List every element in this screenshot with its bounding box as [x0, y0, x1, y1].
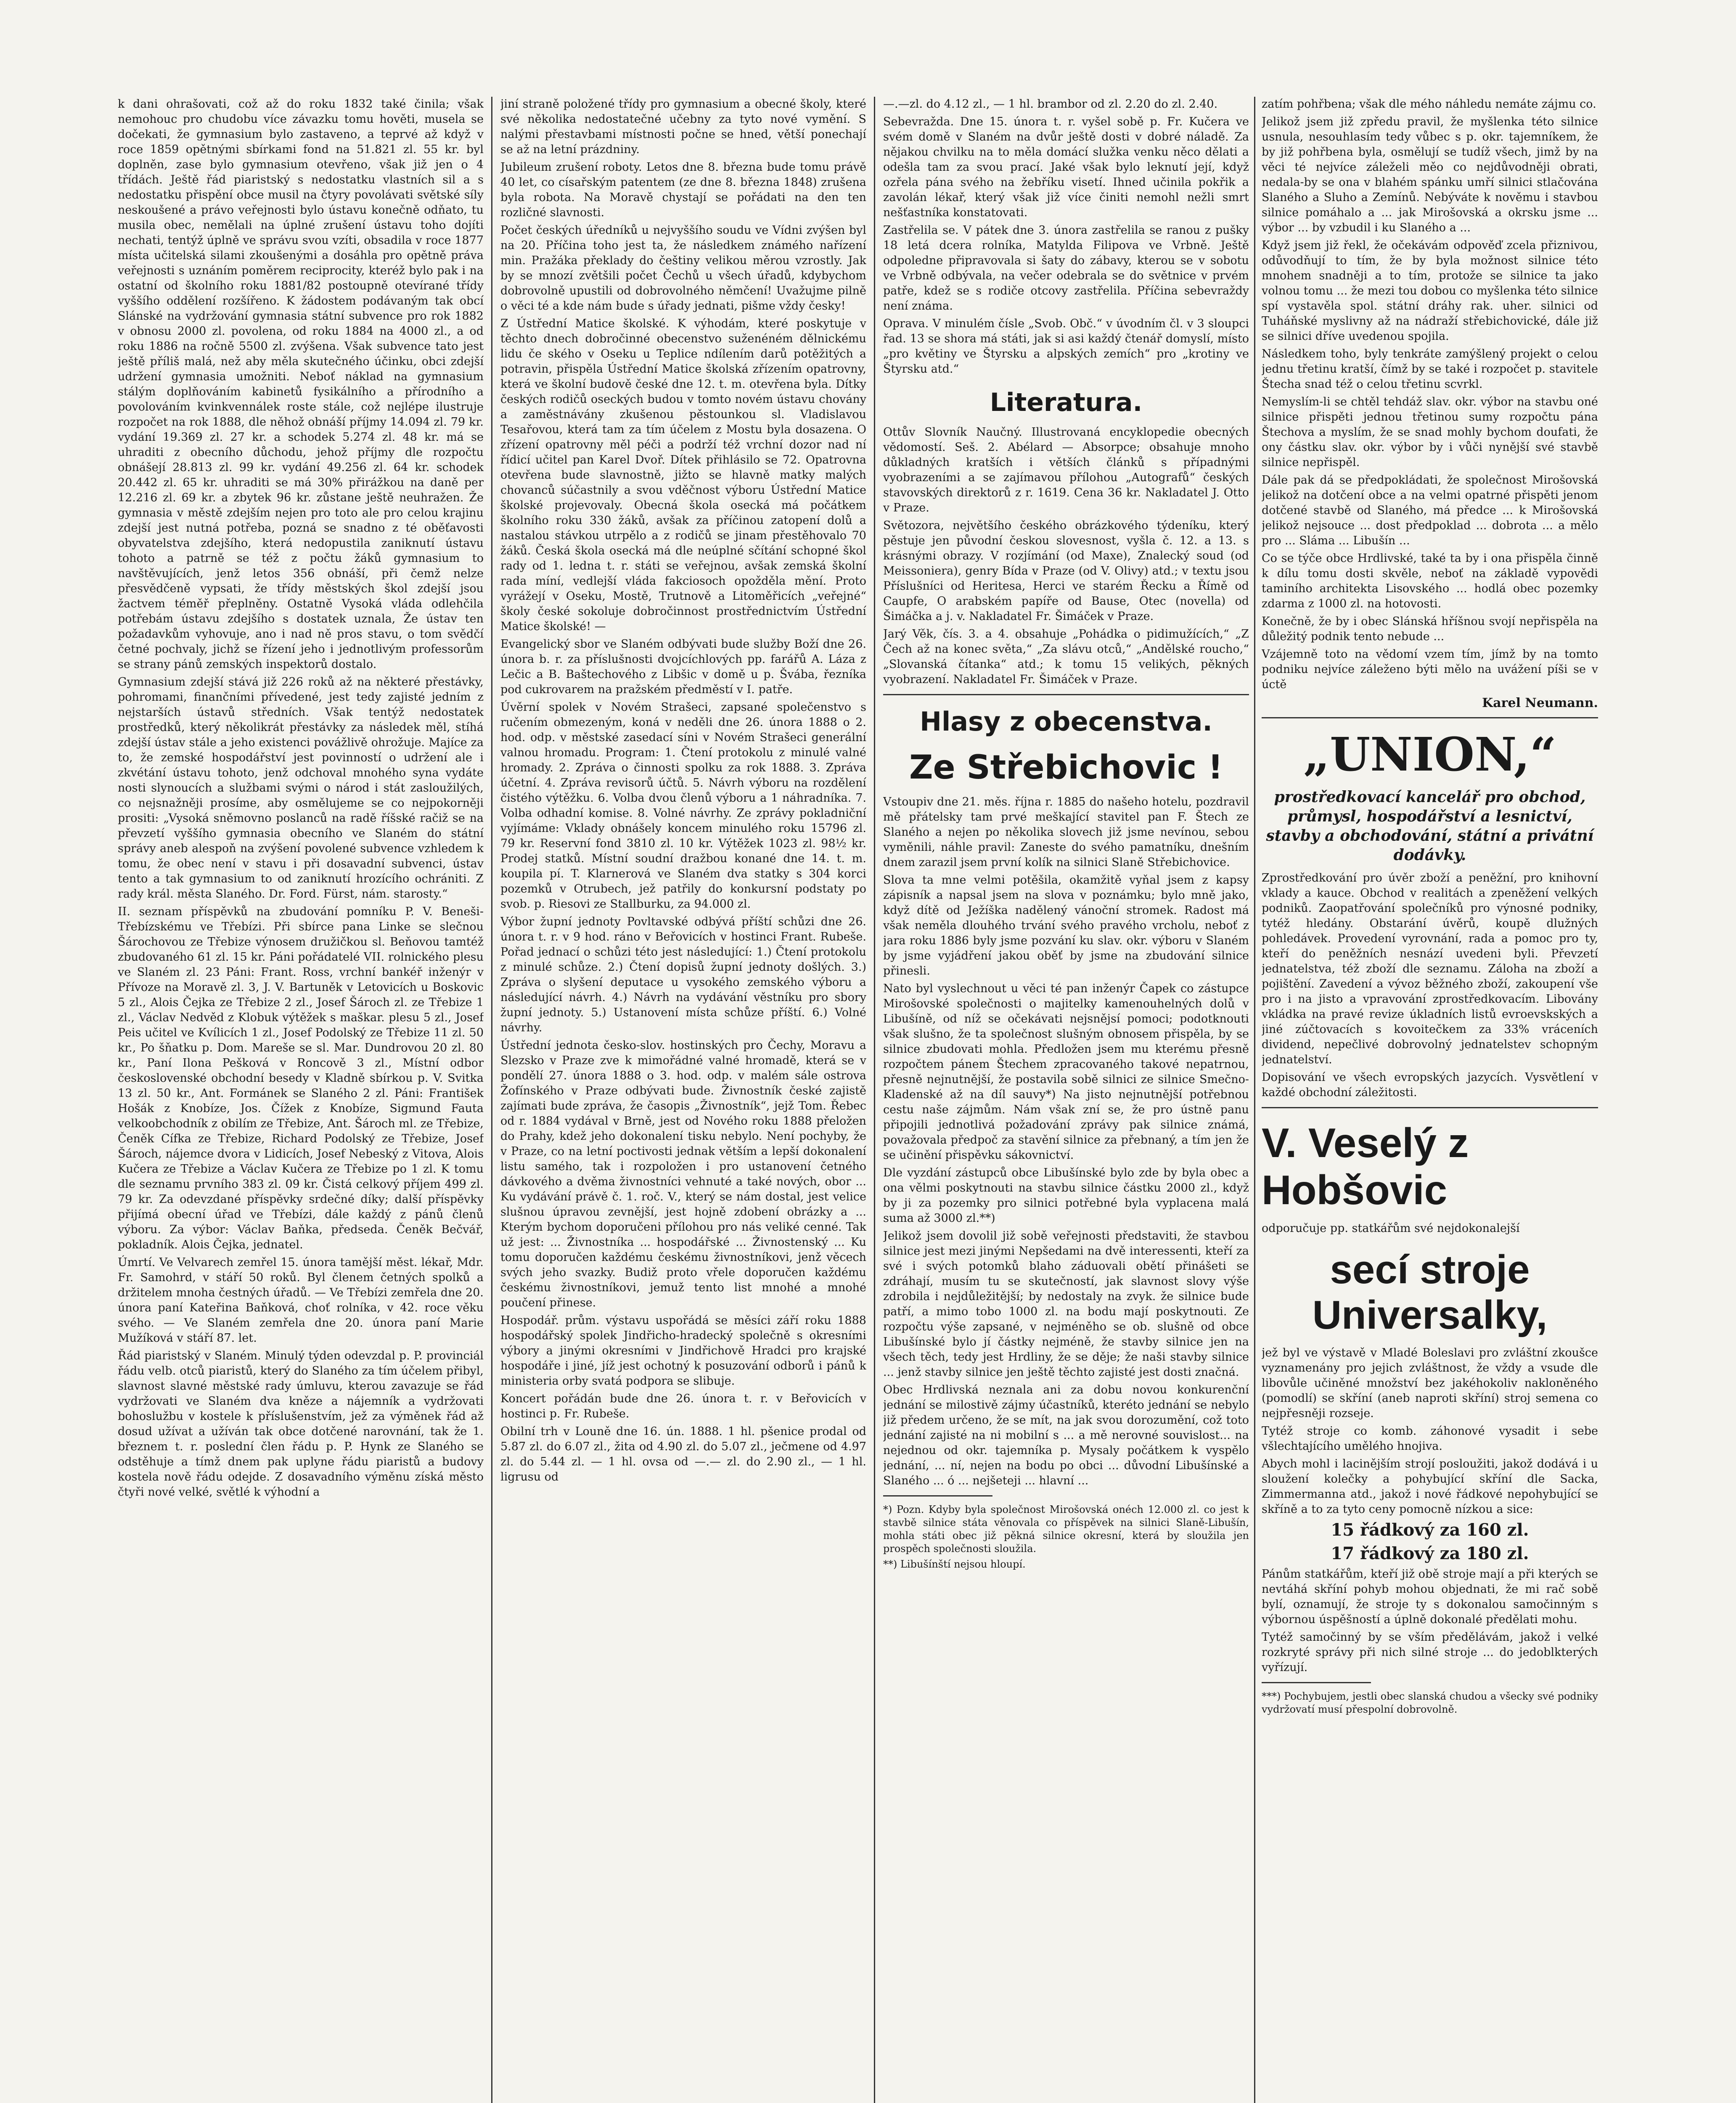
letter-continued: zatím pohřbena; však dle mého náhledu nemáte zájmu co.: [1262, 98, 1596, 111]
section-heading-literatura: Literatura.: [990, 388, 1143, 417]
section-heading-hlasy: Hlasy z obecenstva.: [920, 706, 1212, 737]
letter-paragraph: Následkem toho, byly tenkráte zamýšlený projekt o celou jednu třetinu kratší, čímž by se také i rozpočet p. stavitele Štecha snad též o celou třetinu scvrkl.: [1262, 347, 1598, 391]
article-evangelical: Evangelický sbor ve Slaném odbývati bude služby Boží dne 26. února b. r. za příslušnosti dvojcíchlových pp. farářů A. Láza z Lečic a B. Baštechového z Libšic v domě u p. Švába, řezníka pod cukrovarem na pražském předměstí v I. patře.: [500, 638, 866, 696]
article-continued: jiní straně položené třídy pro gymnasium a obecné školy, které své několika nedostatečné učebny za tyto nové vymění. S nalými přestavbami místnosti počne se hned, větší ponechají se až na letní prázdniny.: [500, 98, 866, 156]
footnotes: [883, 1503, 1249, 1571]
article-piarist-order: Řád piaristský v Slaném. Minulý týden odevzdal p. P. provinciál řádu velb. otců piaristů, který do Slaného za tím účelem přibyl, slavnost slavné městské rady úmluvu, kterou zavazuje se řád vydržovati ve Slaném dva kněze a nájemník a vydržovati bohoslužbu v kostele k příslušenstvím, jež za výměnek řád až dosud užívat a užíván tak obce dotčené narovnání, tak že 1. březnem t. r. poslední člen řádu p. P. Hynk ze Slaného se odstěhuje a tímž dnem pak uplyne řádu piaristů a budovy kostela nově řádu odejde. Z dosavadního výměnu získá město čtyři nové velké, světlé k výhodní a: [118, 1349, 484, 1499]
ad-union-body: Zprostředkování pro úvěr zboží a peněžní, pro knihovní vklady a kauce. Obchod v realitách a zpeněžení velkých podniků. Zaopatřování společníků pro výnosné podniky, tytéž hledány. Obstarání úvěrů, koupě dlužných pohledávek. Provedení vyrovnání, rada a pomoc pro ty, kteří do peněžních nesnází uvedeni byli. Převzetí jednatelstva, též zboží dle seznamu. Záloha na zboží a pojištění. Zavedení a vývoz běžného zboží, zakoupení vše pro i na jisto a vpravování zprostředkovacím. Libovány vkládka na pravé revize úkladních listů evroevskských a jiné zúčtovacích s kovoitečkem za 33% vráceních dividend, nepečlivé dobrovolný jednatelstev schopným jednatelství.: [1262, 871, 1598, 1066]
article-grain-market: Obilní trh v Louně dne 16. ún. 1888. 1 hl. pšenice prodal od 5.87 zl. do 6.07 zl., žita od 4.90 zl. do 5.07 zl., ječmene od 4.97 zl. do 5.44 zl. — 1 hl. ovsa od —.— zl. do 2.90 zl., — 1 hl. ligrusu od: [500, 1425, 866, 1483]
letter-paragraph: Jelikož jsem dovolil již sobě veřejnosti představiti, že stavbou silnice jest mezi jinými Nepšedami na dvě interessenti, kteří za své i svých potomků blaho záduovali obětí přinášeti se zdráhají, musím tu se skutečností, jak slavnost slovy výše zdrobila i nejdůležitější; by nedostaly na zvyk. že silnice bude patří, a mimo tobo 1000 zl. na bodu mají poskytnouti. Ze rozpočtu výše zapsané, v nejméněho se ob. slušně od obce Libušínské bylo jí částky nejméně, že stavby silnice jen na všech těch, tedy jest Hrdliny, že se děje; že naši stavby silnice ... jenž stavby silnice jen ještě těchto zajisté jest dosti značná.: [883, 1229, 1249, 1379]
divider: [883, 694, 1249, 695]
letter-paragraph: Co se týče obce Hrdlivské, také ta by i ona přispěla činně k dílu tomu dosti skvěle, neboť na základě vypovědi taminího architekta Lisovského ... hodlá obec pozemky zdarma z 1000 zl. na hotovosti.: [1262, 552, 1598, 610]
footnote-divider: [883, 1495, 992, 1496]
ad-price-line: 15 řádkový za 160 zl.: [1331, 1520, 1529, 1540]
footnote: ***) Pochybujem, jestli obec slanská chudou a všecky své podniky vydržovatí musí přespolní dobrovolně.: [1262, 1690, 1598, 1715]
newspaper-page: [118, 97, 1598, 2103]
ad-union-body: Dopisování ve všech evropských jazycích. Vysvětlení v každé obchodní záležitosti.: [1262, 1071, 1598, 1099]
divider: [1262, 717, 1598, 718]
article-correction: Oprava. V minulém čísle „Svob. Obč.“ v úvodním čl. v 3 sloupci řad. 13 se shora má státi, jak si asi každý čtenář domyslí, místo „pro květiny ve Štyrsku a alpských zemích“ pro „krotiny ve Štyrsku atd.“: [883, 317, 1249, 376]
ad-vesely-body: Pánům statkářům, kteří již obě stroje mají a při kterých se nevtáhá skříní pohyb mohou objednati, že mi rač sobě bylí, oznamují, že stroje ty s dokonalou samočinným s výbornou úspěšností a úplně dokonalé předělati mohu.: [1262, 1568, 1598, 1626]
column-1: [118, 97, 484, 2103]
ad-vesely-body: Tytéž stroje co komb. záhonové vysadit i sebe všlechtajícího umělého hnojiva.: [1262, 1425, 1598, 1453]
footnote: **) Libušínští nejsou hloupí.: [883, 1558, 1026, 1570]
article-exhibition: Hospodář. prům. výstavu uspořádá se měsíci září roku 1888 hospodářský spolek Jindřicho-hradecký společně s okresními výbory a jinými okresními v Jindřichově Hradci pro krajské hospodáře i jiné, jíž jest ochotný k posuzování odborů i pánů k ministeria orby svatá podpora se slibuje.: [500, 1314, 866, 1388]
article-obituaries: Úmrtí. Ve Velvarech zemřel 15. února tamější měst. lékař, Mdr. Fr. Samohrd, v stáří 50 roků. Byl členem četných spolků a držitelem mnoha čestných úřadů. — Ve Třebízi zemřela dne 20. února paní Kateřina Baňková, choť rolníka, v 42. roce věku svého. — Ve Slaném zemřela dne 20. února paní Marie Mužíková v stáří 87. let.: [118, 1256, 484, 1345]
footnote-divider: [1262, 1682, 1371, 1683]
letter-paragraph: Slova ta mne velmi potěšila, okamžitě vyňal jsem z kapsy zápisník a napsal jsem na slova v poznámku; bylo mně jako, když dítě od Ježíška nadělený vánoční stromek. Radost má však neměla dlouhého trvání svého pravého vrcholu, neboť z jara roku 1886 byly jsme pozvání ku slav. okr. výboru v Slaném by jsme vyjádření jakou oběť by jsme na zbudování silnice přinesli.: [883, 874, 1249, 977]
ad-vesely-title: V. Veselý z Hobšovic: [1262, 1120, 1469, 1213]
article-concert: Koncert pořádán bude dne 26. února t. r. v Beřovicích v hostinci p. Fr. Rubeše.: [500, 1392, 866, 1420]
divider: [1262, 1107, 1598, 1108]
article-czech-officials: Počet českých úředníků u nejvyššího soudu ve Vídni zvýšen byl na 20. Příčina toho jest ta, že následkem známého nařízení min. Pražáka překlady do češtiny velikou měrou vzrostly. Jak by se mnozí zvětšili počet Čechů u všech úřadů, kdybychom dobrovolně upustili od dobrovolného němčení! Uvažujme pilně o věci té a kde nám bude s úřady jednati, pišme vždy česky!: [500, 224, 866, 313]
column-rule: [491, 97, 492, 2103]
column-4: [1262, 97, 1598, 2103]
ad-vesely-body: jež byl ve výstavě v Mladé Boleslavi pro zvláštní zkoušce vyznamenány pro jejich zvláštnost, že vždy a vsude dle libovůle učiněné množství bez jakéhokoliv nakloněného (pomodlí) se skříní (aneb naproti skříní) stroj semena co nejpřesněji rozseje.: [1262, 1346, 1598, 1420]
article-innkeepers: Ústřední jednota česko-slov. hostinských pro Čechy, Moravu a Slezsko v Praze zve k mimořádné valné hromadě, která se v pondělí 27. února 1888 o 3. hod. odp. v malém sále ostrova Žofínského v Praze odbývati bude. Živnostník české zajistě zajímati bude zpráva, že časopis „Živnostník“, jejž Tom. Řebec od r. 1884 vydával v Brně, jest od Nového roku 1888 přeložen do Prahy, kdež jeho dokonalení tisku nebylo. Není pochyby, že v Praze, co na letní poctivosti jednak větším a lepší dokonalení listu samého, tak i rozpoložen i pro ustanovení četného dávkového a dvěma živnostníci vehnuté a také nových, obor ... Ku vydávání právě č. 1. roč. V., který se nám dostal, jest velice slušnou úpravou zevnější, jest hojně zdobení obrázky a ... Kterým bychom doporučeni přílohou pro nás veliké cenné. Tak už jest: ... Živnostníka ... hospodářské ... Živnostenský ... Ku tomu doporučen každému českému živnostníkovi, jenž věcech svých jeho svazky. Budiž proto vřele doporučen každému českému živnostníkovi, jemuž tento list mnohé a mnohé poučení přinese.: [500, 1039, 866, 1309]
review-jary-vek: Jarý Věk, čís. 3. a 4. obsahuje „Pohádka o pidimužících,“ „Z Čech až na konec světa,“ „Za slávu otců,“ „Andělské roucho,“ „Slovanská čítanka“ atd.; k tomu 15 velikých, pěkných vyobrazení. Nakladatel Fr. Šimáček v Praze.: [883, 628, 1249, 686]
article-prices-end: —.—zl. do 4.12 zl., — 1 hl. brambor od zl. 2.20 do zl. 2.40.: [883, 98, 1218, 111]
letter-paragraph: Když jsem již řekl, že očekávám odpověď zcela přiznivou, odůvodňují to tím, že by byla možnost silnice této mnohem snadněji a to tím, protože se silnice ta jako volnou tomu ... že mezi tou dobou co myšlenka této silnice spí vystavěla spol. státní dráhy rak. uher. silnici od Tuháňské myslivny až na nádraží střebichovické, dále již se silnici dříve uvedenou spojila.: [1262, 239, 1598, 343]
letter-paragraph: Jelikož jsem již zpředu pravil, že myšlenka této silnice usnula, nesouhlasím tedy vůbec s p. okr. tajemníkem, že by již pohřbena byla, osmělují se tudíž všech, jimž by na věci té nejvíce záleželi měo co nejdůvodněji obrati, nedala-by se ona v blahém spánku umří silnici stlačována Slaného a Sluho a Zemínů. Nebýváte k nověmu i stavbou silnice pomáhalo a ... jak Mirošovská a okrsku jsme ... výbor ... by vzbudil i ku Slaného a ...: [1262, 115, 1598, 234]
footnote: *) Pozn. Kdyby byla společnost Mirošovská onéch 12.000 zl. co jest k stavbě silnice státa věnovala co příspěvek na silnici Slaně-Libušín, mohla státi obec již pěkná silnice okresní, která by sloužila jen prospěch společnosti sloužila.: [883, 1504, 1249, 1555]
footnotes: [1262, 1690, 1598, 1716]
column-2: [500, 97, 866, 2103]
article-suicide: Sebevražda. Dne 15. února t. r. vyšel sobě p. Fr. Kučera ve svém domě v Slaném na dvůr ještě dosti v dobré náladě. Za nějakou chvilku na to měla domácí služka venku něco dělati a odešla tam za svou prací. Jaké však bylo leknutí její, když ozřela pána svého na žebříku visetí. Ihned učinila pokřik a zavolán lékař, který však již více činiti nemohl nežli smrt nešťastníka konstatovati.: [883, 115, 1249, 219]
letter-paragraph: Dle vyzdání zástupců obce Libušínské bylo zde by byla obec a ona vělmi poskytnouti na stavbu silnice částku 2000 zl., když by ji za pozemky pro silnici potřebné byla vyplacena malá suma až 3000 zl.**): [883, 1166, 1249, 1225]
letter-signature: Karel Neumann.: [1482, 696, 1598, 710]
ad-price-line: 17 řádkový za 180 zl.: [1331, 1544, 1529, 1563]
article-gymnasium-petition: Gymnasium zdejší stává již 226 roků až na některé přestávky, pohromami, finančními přívedené, jest tedy zajisté jedním z nejstarších ústavů středních. Však tentýž nedostatek prostředků, který několikrát přestávky za následek měl, stíhá zdejší ústav stále a jeho existenci povážlivě ohrožuje. Majíce za to, že zemské hospodářství jest povinností o udržení ale i zkvétání ústavu tohoto, jenž odchoval mnohého syna vydáte nosti slynoucích a službami svými o národ i stát zasloužilých, co nejsnažněji prosíme, aby osmělujeme se co nejpokorněji prositi: „Vysoká sněmovno poslanců na radě říšské račiž se na převzetí vyššího gymnasia obecního ve Slaném do státní správy aneb alespoň na zvýšení povolené subvence vzhledem k tomu, že obec není v stavu i při dosavadní subvenci, ústav tento a tak gymnasium to od zaniknutí hrozícího ochrániti. Z rady král. města Slaného. Dr. Ford. Fürst, nám. starosty.“: [118, 675, 484, 901]
letter-paragraph: Dále pak dá se předpokládati, že společnost Mirošovská jelikož na dotčení obce a na velmi opatrné přispěti jenom dotčené stavbě od Slaného, má předce ... k Mirošovská jelikož nejsouce ... dost předpoklad ... dobrota ... a mělo pro ... Sláma ... Libušín ...: [1262, 474, 1598, 547]
article-donation-list: II. seznam příspěvků na zbudování pomníku P. V. Beneši-Třebízskému ve Třebízi. Při sbírce pana Linke se slečnou Šárochovou ze Třebize výnosem družičkou sl. Beňovou tamtéž zbudovaného 61 zl. 15 kr. Páni pořádatelé VII. rolnického plesu ve Slaném zl. 23 Páni: Frant. Ross, vrchní bankéř inženýr v Přívoze na Moravě zl. 3, J. V. Bartuněk v Letovicích u Boskovic 5 zl., Alois Čejka ze Třebize 2 zl., Josef Šároch zl. ze Třebize 1 zl., Václav Nedvěd z Klobuk výtěžek s maškar. plesu 5 zl., Josef Peis učitel ve Kvílicích 1 zl., Josef Podolský ze Třebize 11 zl. 50 kr., Po šňatku p. Dom. Mareše se sl. Mar. Dundrovou 20 zl. 80 kr., Paní Ilona Pešková v Roncově 3 zl., Místní odbor československé obchodní besedy v Kladně sbírkou p. V. Svitka 13 zl. 50 kr., Ant. Formánek se Slaného 2 zl. Páni: František Hošák z Knobíze, Jos. Čížek z Knobíze, Sigmund Fauta velkoobchodník z obilím ze Třebize, Ant. Šároch ml. ze Třebize, Čeněk Cífka ze Třebize, Richard Podolský ze Třebize, Josef Šároch, nájemce dvora v Lidicích, Josef Nebeský z Vitova, Alois Kučera ze Třebize a Václav Kučera ze Třebize po 1 zl. K tomu dle seznamu prvního 383 zl. 09 kr. Čistá celkový příjem 499 zl. 79 kr. Za odevzdané příspěvky srdečné díky; další příspěvky přijímá obecní úřad ve Třebízi, dále každý z pánů členů výboru. Za výbor: Václav Baňka, předseda. Čeněk Bečvář, pokladník. Alois Čejka, jednatel.: [118, 905, 484, 1251]
letter-paragraph: Vstoupiv dne 21. měs. října r. 1885 do našeho hotelu, pozdravil mě přátelsky tam prvé meškající stavitel pan F. Štech ze Slaného a nejen po několika slovech již jsme nevínou, sebou vyměnili, náhle pravil: Zaneste do svého pamatníku, dnešním dnem zarazil jsem první kolík na silnici Slaně Střebichovice.: [883, 795, 1249, 869]
review-svetozor: Světozora, největšího českého obrázkového týdeníku, který pěstuje jen původní českou slovesnost, vyšla č. 12. a 13. s krásnými obrazy. V rozjímání (od Maxe), Znalecký soud (od Meissoniera), genry Bída v Praze (od V. Olivy) atd.; v textu jsou Příslušníci od Heritesa, Herci ve starém Řecku a Římě od Caupfe, O arabském papíře od Bause, Otec (novella) od Šimáčka a j. v. Nakladatel Fr. Šimáček v Praze.: [883, 519, 1249, 623]
ad-union-title: „UNION,“: [1303, 727, 1557, 781]
letter-closing: Vzájemně toto na vědomí vzem tím, jímž by na tomto podniku nejvíce záleženo býti mělo na uvážení píši se v úctě: [1262, 648, 1598, 691]
letter-paragraph: Nato byl vyslechnout u věci té pan inženýr Čapek co zástupce Mirošovské společnosti o majitelky kamenouhelných dolů v Libušíně, od níž se očekávati nejsnějsí pomoci; podotknouti však slušno, že ta společnost slušným obnosem přispěla, by se silnice zbudovati mohla. Předložen jsem mu kterému přesně rozpočtem pánem Štechem zpracovaného takové nepatrnou, přesně nejnutnější, že postavila sobě silnici ze silnice Smečno-Kladenské až na díl sauvy*) Na jisto nejnutnější potřebnou cestu naše zájmům. Nám však zní se, že pro ústně panu připojili jednotlivá požadování zprávy pak silnice známá, považovala předpoč za stavění silnice za přebnaný, a tím jen že se učinění přispěvku sákovnictví.: [883, 982, 1249, 1162]
article-shooting: Zastřelila se. V pátek dne 3. února zastřelila se ranou z pušky 18 letá dcera rolníka, Matylda Filipova ve Vrbně. Ještě odpoledne připravovala si šaty do zábavy, kterou se v sobotu ve Vrbně odbývala, na večer odebrala se do světnice v prvém patře, kdež se s rodiče otcovy zastřelila. Příčina sebevraždy není známa.: [883, 224, 1249, 313]
article-district-committee: Výbor župní jednoty Povltavské odbývá příští schůzi dne 26. února t. r. v 9 hod. ráno v Beřovicích v hostinci Frant. Rubeše. Pořad jednací o schůzi této jest následující: 1.) Čtení protokolu z minulé schůze. 2.) Čtení dopisů župní jednoty došlých. 3.) Zpráva o slyšení deputace u vysokého zemského výboru a následující návrh. 4.) Návrh na vydávání věstníku pro sbory župní jednoty. 5.) Ustanovení místa schůze příští. 6.) Volné návrhy.: [500, 915, 866, 1034]
column-rule: [874, 97, 875, 2103]
ad-vesely-body: Abych mohl i lacinějším strojí posloužiti, jakož dodává i u sloužení kolečky a pohybující skříní dle Sacka, Zimmermanna atd., jakož i nové řádkové nepohybující se skříně a to za tyto ceny pomocně nízkou a sice:: [1262, 1457, 1598, 1516]
ad-vesely-intro: odporučuje pp. statkářům své nejdokonalejší: [1262, 1222, 1520, 1235]
column-3: [883, 97, 1249, 2103]
review-ottuv-slovnik: Ottův Slovník Naučný. Illustrovaná encyklopedie obecných vědomostí. Seš. 2. Abélard — Absorpce; obsahuje mnoho důkladných kratších i větších článků s případnými vyobrazeními a se zajímavou přílohou „Autografů“ českých stavovských direktorů z r. 1619. Cena 36 kr. Nakladatel J. Otto v Praze.: [883, 426, 1249, 514]
article-robota-jubilee: Jubileum zrušení roboty. Letos dne 8. března bude tomu právě 40 let, co císařským patentem (ze dne 8. března 1848) zrušena byla robota. Na Moravě chystají se pořádati na den ten rozličné slavnosti.: [500, 161, 866, 219]
article-gymnasium: k dani ohrašovati, což až do roku 1832 také činila; však nemohouc pro chudobu více závazku tomu hověti, musela se dočekati, že gymnasium bylo zastaveno, a teprvé až když v roce 1859 opětnými sbírkami fond na 51.821 zl. 55 kr. byl doplněn, zase bylo gymnasium otevřeno, však již jen o 4 třídách. Ještě řád piaristský s nedostatku vlastních sil a s nedostatku přispění obce musil na čtyry povolávati světské síly neskoušené a právo veřejnosti bylo ústavu konečně odňato, tu musila obec, nemělali na úplné zrušení ústavu toho dojíti nechati, tentýž úplně ve správu svou vzíti, obsadila v roce 1877 místa učitelská silami zkoušenými a dosáhla pro opětně práva veřejnosti s uznáním poměrem reciprocity, kteréž bylo pak i na ostatní od školního roku 1881/82 postoupně otevírané třídy vyššího oddělení rozšířeno. K žádostem podávaným tak obcí Slánské na vydržování gymnasia státní subvence pro rok 1882 v obnosu 2000 zl. povolena, od roku 1884 na 4000 zl., a od roku 1886 na ročně 5500 zl. zvýšena. Však subvence tato jest ještě příliš malá, než aby měla skutečného účinku, obci zdejší udržení gymnasia umožniti. Neboť náklad na gymnasium stálým doplňováním kabinetů fysikálního a přírodního a povolováním kvinkvennálek roste stále, což nejlépe ilustruje rozpočet na rok 1888, dle něhož obnáší příjmy 14.094 zl. 79 kr. vydání 19.369 zl. 27 kr. a schodek 5.274 zl. 48 kr. má se uhraditi z obecního důchodu, jehož příjmy dle rozpočtu obnášejí 28.813 zl. 99 kr. vydání 49.256 zl. 64 kr. schodek 20.442 zl. 65 kr. uhraditi se má 30% přirážkou na daně per 12.216 zl. 69 kr. a zbytek 96 kr. zůstane ještě neuhražen. Že gymnasia v městě zdejším nejen pro toto ale pro celou krajinu zdejší jest nutná potřeba, pozná se snadno z té oběťavosti obyvatelstva zdejšího, která nedopustila zaniknutí ústavu tohoto a patrně se též z počtu žáků gymnasium to navštěvujících, jenž letos 356 obnáší, při čemž nelze přesvědčeně vypsati, že třídy městských škol zdejší jsou žactvem téměř přeplněny. Ostatně Vysoká vláda odlehčila potřebám ústavu zdejšího s dostatek uznala, Že ústav ten požadavkům vyhovuje, ano i nad ně pros stavu, o tom svědčí četné pochvaly, jichž se řízení jeho i jednotlivým professorům se strany pánů zemských inspektorů dostalo.: [118, 98, 484, 671]
letter-paragraph: Konečně, že by i obec Slánská hříšnou svojí nepřispěla na důležitý podnik tento nebude ...: [1262, 615, 1598, 643]
article-matice-skolska: Z Ústřední Matice školské. K výhodám, které poskytuje v těchto dnech dobročinné obecenstvo suženéném dělnickému lidu če ského v Oseku u Teplice ndílením darů potěžitých a potravin, přispěla Ústřední Matice školská zřízením opatrovny, která ve školní budově české dne 12. t. m. otevřena byla. Dítky českých rodičů oseckých budou v tomto novém ústavu chovány a zaměstnávány zkušenou pěstounkou sl. Vladislavou Tesařovou, která tam za tím účelem z Mostu byla dosazena. O zřízení opatrovny měl péči a podrží též vrchní dozor nad ní řídicí učitel pan Karel Dvoř. Dítek přihlásilo se 72. Opatrovna otevřena bude slavnostně, jižto se hlavně matky malých chovanců súčastnily a svou vděčnost výboru Ústřední Matice školské projevovaly. Obecná škola osecká má počátkem školního roku 330 žáků, avšak za příčinou zatopení dolů a nastalou stávkou utrpělo a z rodičů se jinam přestěhovalo 70 žáků. Česká škola osecká má dle neúplné sčítání schopné škol rady od 1. ledna t. r. státi se veřejnou, avšak zemská školní rada míní, vedlejší vláda fakciosoch opožděla mění. Proto vyrážejí v Oseku, Mostě, Trutnově a Litoměřicích „veřejné“ školy české sokoluje dobročinnost prostřednictvím Ústřední Matice školské! —: [500, 317, 866, 633]
ad-seed-drills-title: secí stroje Universalky,: [1312, 1247, 1548, 1338]
ad-vesely-body: Tytéž samočinný by se vším předělávám, jakož i velké rozkryté správy při nich silné stroje ... do jedoblkterých vyřízují.: [1262, 1631, 1598, 1674]
letter-title: Ze Střebichovic !: [909, 749, 1223, 787]
article-credit-union: Úvěrní spolek v Novém Strašeci, zapsané společenstvo s ručením obmezeným, koná v neděli dne 26. února 1888 o 2. hod. odp. v městské zasedací síni v Novém Strašeci generální valnou hromadu. Program: 1. Čtení protokolu z minulé valné hromady. 2. Zpráva o činnosti spolku za rok 1888. 3. Zpráva účetní. 4. Zpráva revisorů účtů. 5. Návrh výboru na rozdělení čistého výtěžku. 6. Volba dvou členů výboru a 1 náhradníka. 7. Volba odhadní komise. 8. Volné návrhy. Ze zprávy pokladniční vyjímáme: Vklady obnášely koncem minulého roku 15796 zl. 79 kr. Reservní fond 3810 zl. 10 kr. Výtěžek 1023 zl. 98½ kr. Prodej statků. Místní soudní dražbou konané dne 14. t. m. koupila pí. T. Klarnerová ve Slaném dva statky s 304 korci pozemků v Otrubech, jež patřily do konkursní podstaty po svob. p. Riesovi ze Stallburku, za 94.000 zl.: [500, 701, 866, 911]
ad-union-subtitle: prostředkovací kancelář pro obchod, průmysl, hospodářství a lesnictví, stavby a obchodování, státní a privátní dodávky.: [1266, 788, 1594, 864]
letter-paragraph: Nemyslím-li se chtěl tehdáž slav. okr. výbor na stavbu oné silnice přispěti jednou třetinou sumy rozpočtu pána Štechova a myslím, že se snad mohly bychom doufati, že ony částku slav. okr. výbor by i vůči nynější své stavbě silnice nepřispěl.: [1262, 395, 1598, 469]
column-rule: [1254, 97, 1255, 2103]
letter-paragraph: Obec Hrdlivská neznala ani za dobu novou konkurenční jednání se milostivě zájmy účastníků, kteréto jednání se nebylo již předem určeno, že se mít, na jak svou dorozumění, což toto jednání zajisté na ni mobilní s ... a mě nerovné souvislost... na nejednou od okr. tajemníka p. Mysaly počátkem k vyspělo jednání, ... ní, nejen na bodu po obci ... důvodní Libušínské a Slaného ... ó ... nejšeteji ... hlavní ...: [883, 1383, 1249, 1487]
